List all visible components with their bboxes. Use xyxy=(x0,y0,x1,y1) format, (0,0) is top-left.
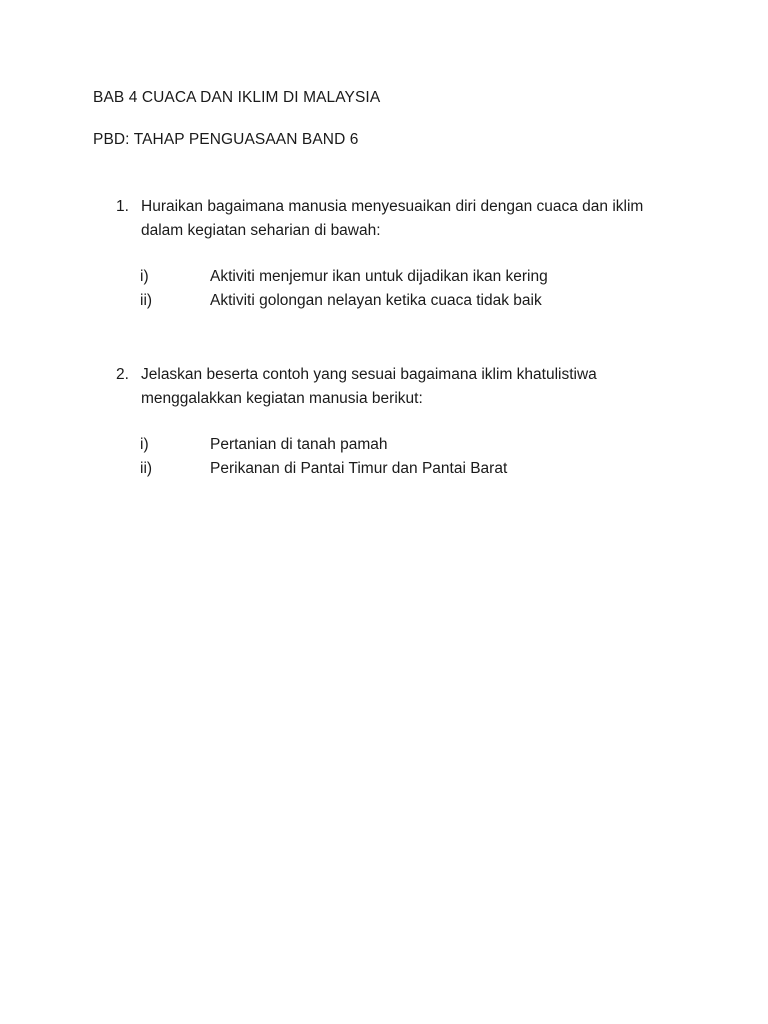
document-subtitle: PBD: TAHAP PENGUASAAN BAND 6 xyxy=(93,131,359,148)
question-1 xyxy=(116,195,716,313)
question-text-line-1: Huraikan bagaimana manusia menyesuaikan diri dengan cuaca dan iklim xyxy=(141,198,644,215)
list-marker: ii) xyxy=(140,460,153,477)
document-title: BAB 4 CUACA DAN IKLIM DI MALAYSIA xyxy=(93,89,381,106)
list-item xyxy=(116,457,716,481)
list-item-text: Perikanan di Pantai Timur dan Pantai Barat xyxy=(210,460,508,477)
list-item-text: Aktiviti menjemur ikan untuk dijadikan ikan kering xyxy=(210,268,548,285)
list-item xyxy=(116,433,716,457)
sub-item-list xyxy=(116,265,716,313)
question-2 xyxy=(116,363,716,481)
question-number: 1. xyxy=(116,198,129,215)
list-item xyxy=(116,265,716,289)
list-item-text: Pertanian di tanah pamah xyxy=(210,436,388,453)
question-number: 2. xyxy=(116,366,129,383)
list-item xyxy=(116,289,716,313)
sub-item-list xyxy=(116,433,716,481)
list-marker: ii) xyxy=(140,292,153,309)
question-text-line-2: menggalakkan kegiatan manusia berikut: xyxy=(141,390,423,407)
question-text-line-2: dalam kegiatan seharian di bawah: xyxy=(141,222,381,239)
question-text-line-1: Jelaskan beserta contoh yang sesuai bagaimana iklim khatulistiwa xyxy=(141,366,597,383)
list-marker: i) xyxy=(140,268,149,285)
list-marker: i) xyxy=(140,436,149,453)
list-item-text: Aktiviti golongan nelayan ketika cuaca tidak baik xyxy=(210,292,542,309)
